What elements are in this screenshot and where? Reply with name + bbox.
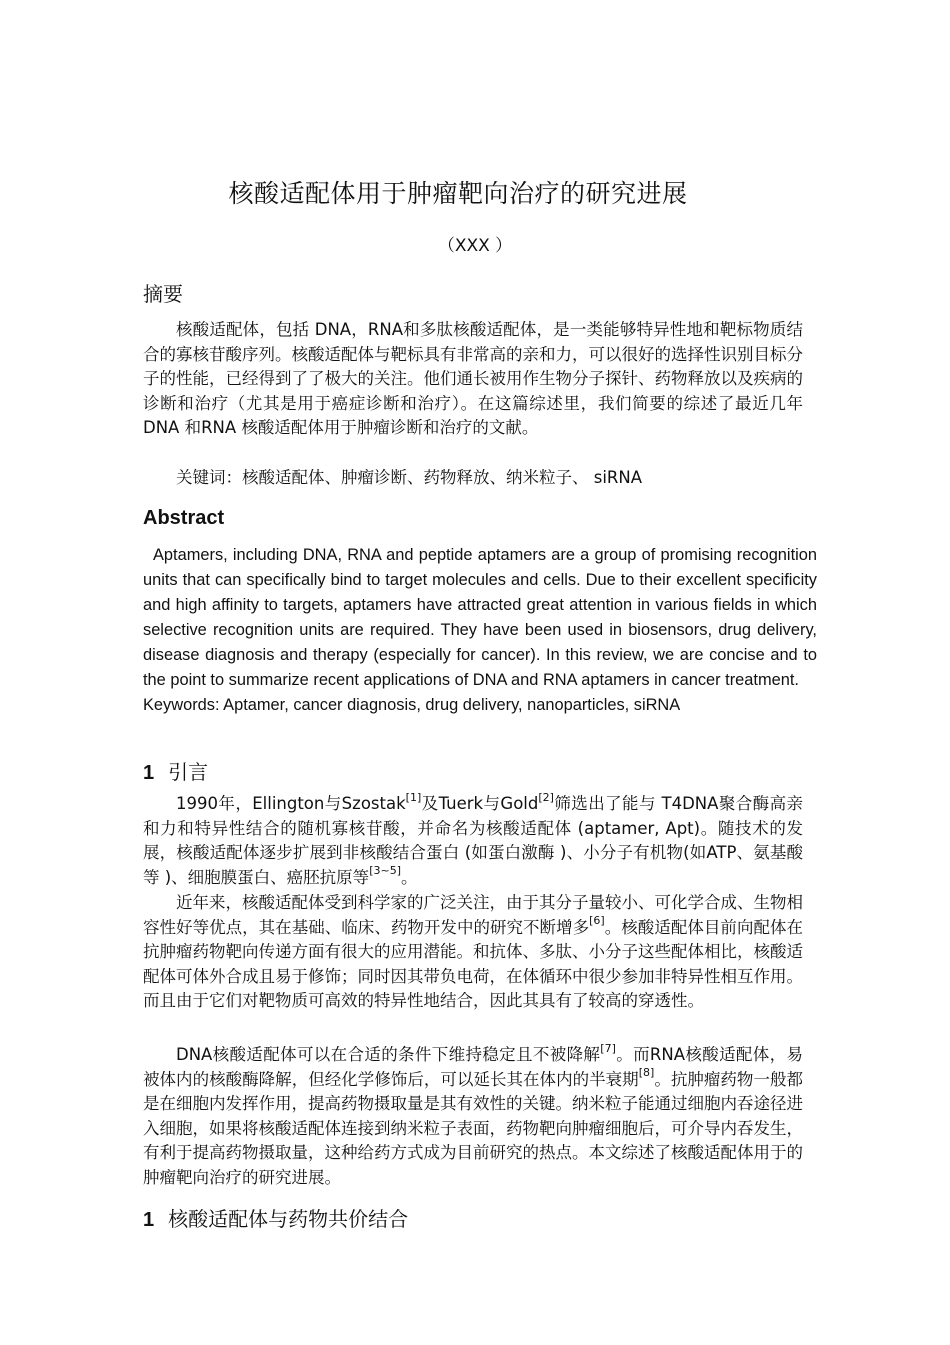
text-run: 近年来，核酸适配体受到科学家的广泛关注，由于其分子量较小、可化学合成、生物相容性好等优点，其在基础、临床、药物开发中的研究不断增多 [143, 893, 803, 937]
text-run: 。抗肿瘤药物一般都是在细胞内发挥作用，提高药物摄取量是其有效性的关键。纳米粒子能通过细胞内吞途径进入细胞，如果将核酸适配体连接到纳米粒子表面，药物靶向肿瘤细胞后，可介导内吞发生，有利于提高药物摄取量，这种给药方式成为目前研究的热点。本文综述了核酸适配体用于的肿瘤靶向治疗的研究进展。 [143, 1069, 804, 1187]
keywords-cn: 关键词：核酸适配体、肿瘤诊断、药物释放、纳米粒子、 siRNA [176, 468, 643, 487]
intro-paragraph-3 [143, 1043, 803, 1191]
abstract-en-block [143, 543, 817, 718]
abstract-en-body: Aptamers, including DNA, RNA and peptide aptamers are a group of promising recognition units that can specifically bind to target molecules and cells. Due to their excellent specificity and high affinity to targets, aptamers have attracted great attention in various fields in which selective recognition units are required. They have been used in biosensors, drug delivery, disease diagnosis and therapy (especially for cancer). In this review, we are concise and to the point to summarize recent applications of DNA and RNA aptamers in cancer treatment. [143, 546, 817, 689]
author-line: （XXX ） [437, 236, 513, 256]
citation: [7] [600, 1041, 616, 1055]
citation: [2] [538, 790, 554, 804]
text-run: 。 [400, 867, 418, 887]
text-run: 筛选出了能与 T4DNA聚合酶高亲和力和特异性结合的随机寡核苷酸，并命名为核酸适配体 (aptamer, Apt)。随技术的发展，核酸适配体逐步扩展到非核酸结合蛋白 (如蛋白激酶 )、小分子有机物(如ATP、氨基酸等 )、细胞膜蛋白、癌胚抗原等 [143, 794, 803, 887]
keywords-en: Keywords: Aptamer, cancer diagnosis, drug delivery, nanoparticles, siRNA [143, 696, 681, 714]
text-run: 1990年，Ellington与Szostak [176, 794, 406, 813]
section-2-title: 核酸适配体与药物共价结合 [168, 1207, 409, 1231]
citation: [3~5] [369, 864, 401, 878]
section-1-number: 1 [143, 762, 155, 784]
citation: [6] [589, 914, 605, 928]
text-run: DNA核酸适配体可以在合适的条件下维持稳定且不被降解 [176, 1045, 601, 1064]
paper-title: 核酸适配体用于肿瘤靶向治疗的研究进展 [228, 179, 688, 208]
section-1-title: 引言 [168, 760, 209, 784]
citation: [8] [638, 1066, 655, 1080]
abstract-cn-heading: 摘要 [143, 282, 183, 306]
intro-paragraph-1 [143, 792, 803, 890]
section-1-heading [143, 756, 208, 785]
section-2-heading [143, 1203, 408, 1232]
citation: [1] [405, 790, 422, 804]
text-run: 及Tuerk与Gold [421, 794, 539, 813]
text-run: 。而RNA核酸适配体，易被体内的核酸酶降解，但经化学修饰后，可以延长其在体内的半衰期 [143, 1045, 803, 1089]
intro-paragraph-2 [143, 891, 803, 1014]
section-2-number: 1 [143, 1209, 155, 1231]
abstract-en-heading: Abstract [143, 507, 225, 529]
text-run: 。核酸适配体目前向配体在抗肿瘤药物靶向传递方面有很大的应用潜能。和抗体、多肽、小分子这些配体相比，核酸适配体可体外合成且易于修饰；同时因其带负电荷，在体循环中很少参加非特异性相互作用。而且由于它们对靶物质可高效的特异性地结合，因此其具有了较高的穿透性。 [143, 917, 804, 1011]
abstract-cn-body: 核酸适配体，包括 DNA，RNA和多肽核酸适配体，是一类能够特异性地和靶标物质结合的寡核苷酸序列。核酸适配体与靶标具有非常高的亲和力，可以很好的选择性识别目标分子的性能，已经得到了了极大的关注。他们通长被用作生物分子探针、药物释放以及疾病的诊断和治疗（尤其是用于癌症诊断和治疗）。在这篇综述里，我们简要的综述了最近几年 DNA 和RNA 核酸适配体用于肿瘤诊断和治疗的文献。 [143, 320, 803, 438]
